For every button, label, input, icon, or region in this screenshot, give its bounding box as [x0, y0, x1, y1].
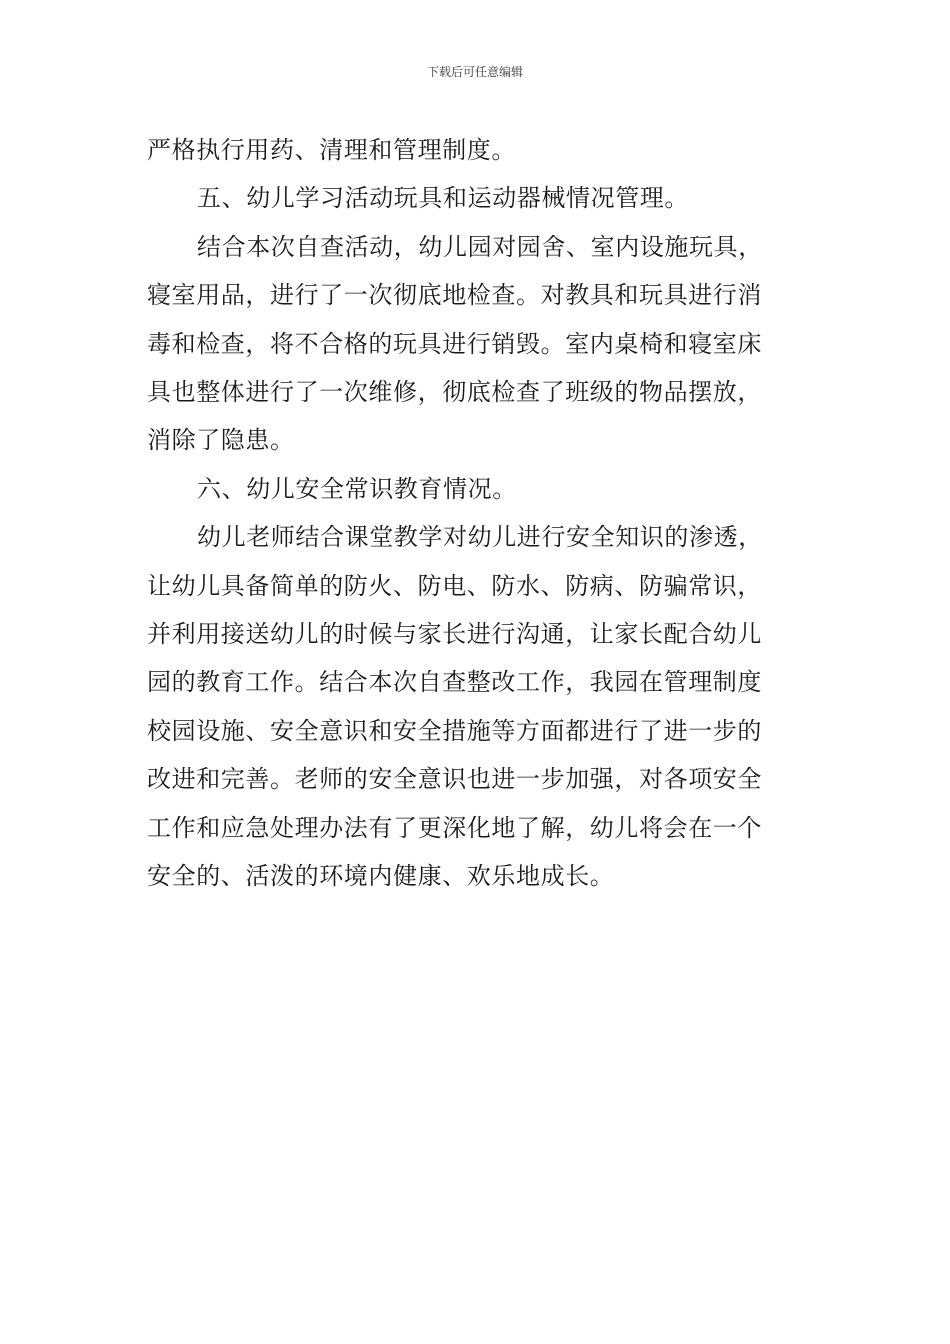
page-header: 下载后可任意编辑 — [426, 65, 523, 79]
text-line: 消除了隐患。 — [147, 426, 295, 455]
text-line: 并利用接送幼儿的时候与家长进行沟通，让家长配合幼儿 — [147, 620, 762, 649]
text-line: 具也整体进行了一次维修，彻底检查了班级的物品摆放， — [147, 378, 762, 407]
text-line: 校园设施、安全意识和安全措施等方面都进行了进一步的 — [147, 716, 762, 745]
document-body — [147, 126, 809, 901]
text-line: 让幼儿具备简单的防火、防电、防水、防病、防骗常识， — [147, 571, 762, 600]
section-heading-6: 六、幼儿安全常识教育情况。 — [197, 474, 517, 503]
text-line: 改进和完善。老师的安全意识也进一步加强，对各项安全 — [147, 765, 762, 794]
text-line: 寝室用品，进行了一次彻底地检查。对教具和玩具进行消 — [147, 281, 762, 310]
text-line: 园的教育工作。结合本次自查整改工作，我园在管理制度 — [147, 668, 762, 697]
text-line: 毒和检查，将不合格的玩具进行销毁。室内桌椅和寝室床 — [147, 329, 762, 358]
text-line: 严格执行用药、清理和管理制度。 — [147, 136, 516, 164]
text-line: 安全的、活泼的环境内健康、欢乐地成长。 — [147, 862, 615, 891]
paragraph-start: 幼儿老师结合课堂教学对幼儿进行安全知识的渗透， — [197, 523, 763, 552]
paragraph-start: 结合本次自查活动，幼儿园对园舍、室内设施玩具， — [197, 232, 763, 261]
section-heading-5: 五、幼儿学习活动玩具和运动器械情况管理。 — [197, 184, 689, 213]
text-line: 工作和应急处理办法有了更深化地了解，幼儿将会在一个 — [147, 813, 762, 842]
